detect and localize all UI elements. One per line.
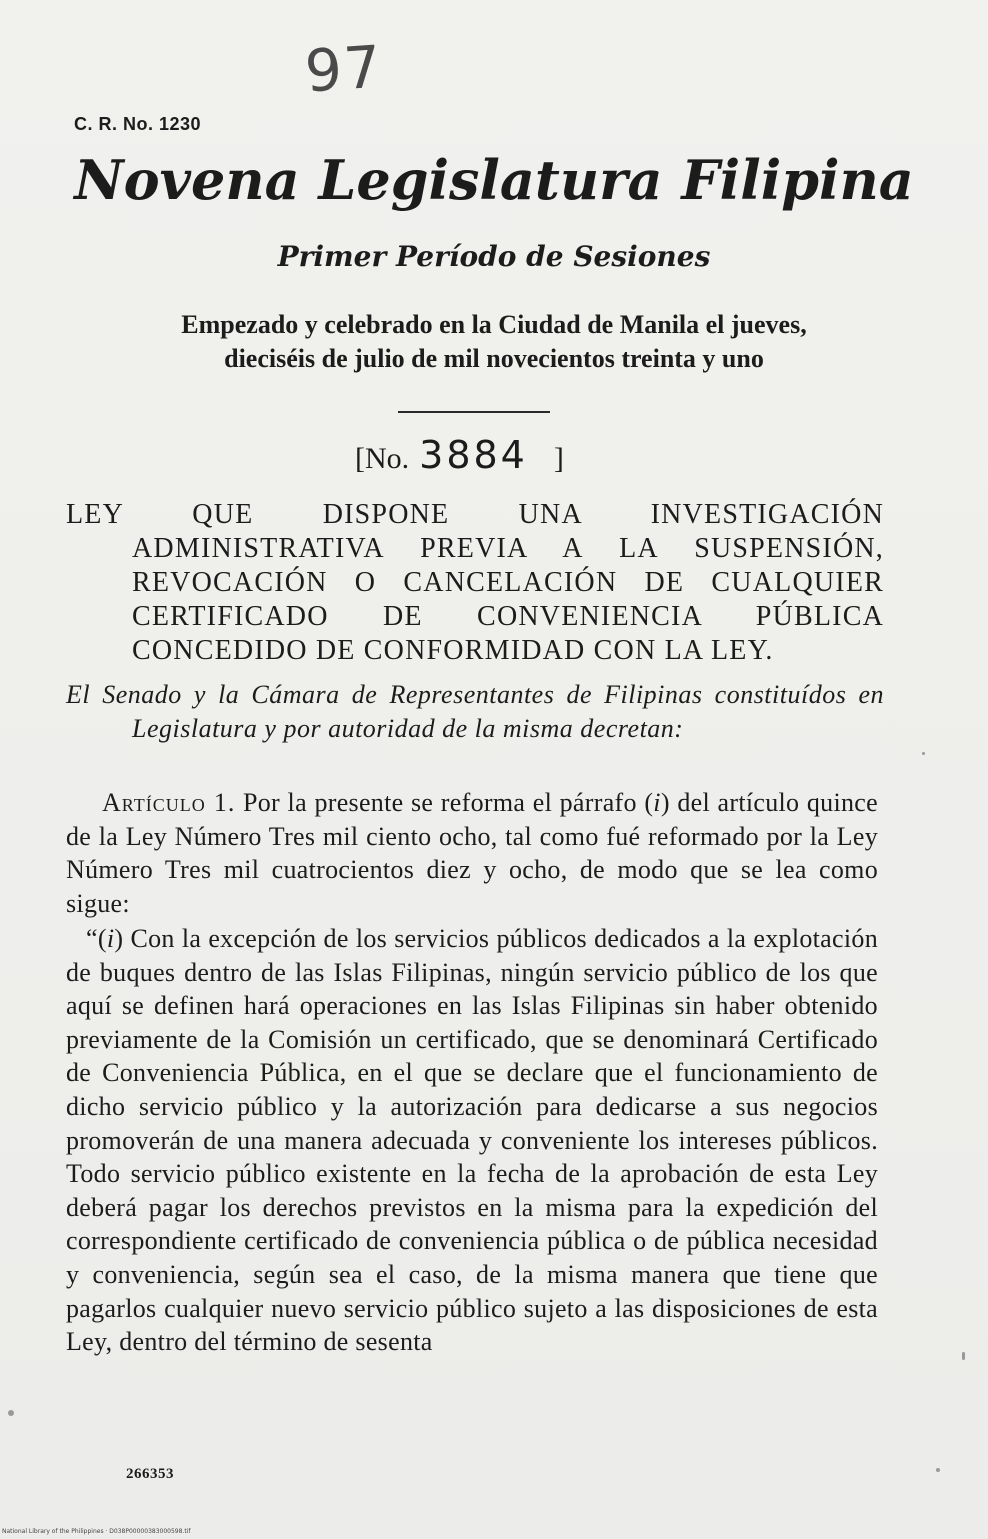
cr-number: C. R. No. 1230 [74, 114, 202, 134]
scan-credit: National Library of the Philippines · D038P00000383000598.tif [2, 1528, 191, 1535]
session-line-1: Empezado y celebrado en la Ciudad de Manila el jueves, [181, 310, 807, 339]
article-1-text-end: ) del artículo quince de la Ley Número Tres mil ciento ocho, tal como fué reformado por la Ley Número Tres mil cuatrocientos diez y ocho, de modo que se lea como sigue: [66, 788, 878, 918]
paper-speck [936, 1468, 940, 1472]
divider-rule [398, 411, 550, 413]
quoted-paragraph-text: ) Con la excepción de los servicios públicos dedicados a la explotación de buques dentro de las Islas Filipinas, ningún servicio público de los que aquí se definen hará operaciones en las Islas Filipinas sin haber obtenido previamente de la Comisión un certificado, que se denominará Certificado de Conveniencia Pública, en el que se declare que el funcionamiento de dicho servicio público y la autorización para dedicarse a sus negocios promoverán de una manera adecuada y conveniente los intereses públicos. Todo servicio público existente en la fecha de la aprobación de esta Ley deberá pagar los derechos previstos en la misma para la expedición del correspondiente certificado de conveniencia pública o de pública necesidad y conveniencia, según sea el caso, de la misma manera que tiene que pagarlos cualquier nuevo servicio público sujeto a las disposiciones de esta Ley, dentro del término de sesenta [66, 924, 878, 1357]
law-number-suffix: ] [553, 442, 564, 475]
quoted-open: “( [86, 924, 107, 953]
article-1-paragraph-letter: i [653, 788, 661, 817]
paper-speck [962, 1352, 965, 1360]
legislature-title: Novena Legislatura Filipina [74, 148, 914, 212]
quoted-paragraph-letter: i [106, 924, 115, 953]
session-subtitle: Primer Período de Sesiones [277, 240, 711, 273]
quoted-paragraph [66, 922, 878, 1359]
handwritten-note: 97 [302, 32, 386, 106]
law-number [355, 433, 564, 477]
law-number-prefix: [No. [355, 442, 410, 475]
footer-code: 266353 [126, 1466, 174, 1482]
session-line-2: dieciséis de julio de mil novecientos treinta y uno [224, 344, 764, 373]
law-number-value: 3884 [419, 433, 528, 477]
session-description [60, 308, 928, 376]
law-title: LEY QUE DISPONE UNA INVESTIGACIÓN ADMINISTRATIVA PREVIA A LA SUSPENSIÓN, REVOCACIÓN O CANCELACIÓN DE CUALQUIER CERTIFICADO DE CONVENIENCIA PÚBLICA CONCEDIDO DE CONFORMIDAD CON LA LEY. [66, 499, 884, 666]
enacting-clause: El Senado y la Cámara de Representantes de Filipinas constituídos en Legislatura y por autoridad de la misma decretan: [66, 680, 884, 743]
paper-speck [922, 752, 925, 755]
paper-speck [8, 1410, 14, 1416]
article-1-label: Artículo 1. [102, 788, 236, 817]
article-1-paragraph [66, 786, 878, 920]
article-1-text-start: Por la presente se reforma el párrafo ( [235, 788, 654, 817]
